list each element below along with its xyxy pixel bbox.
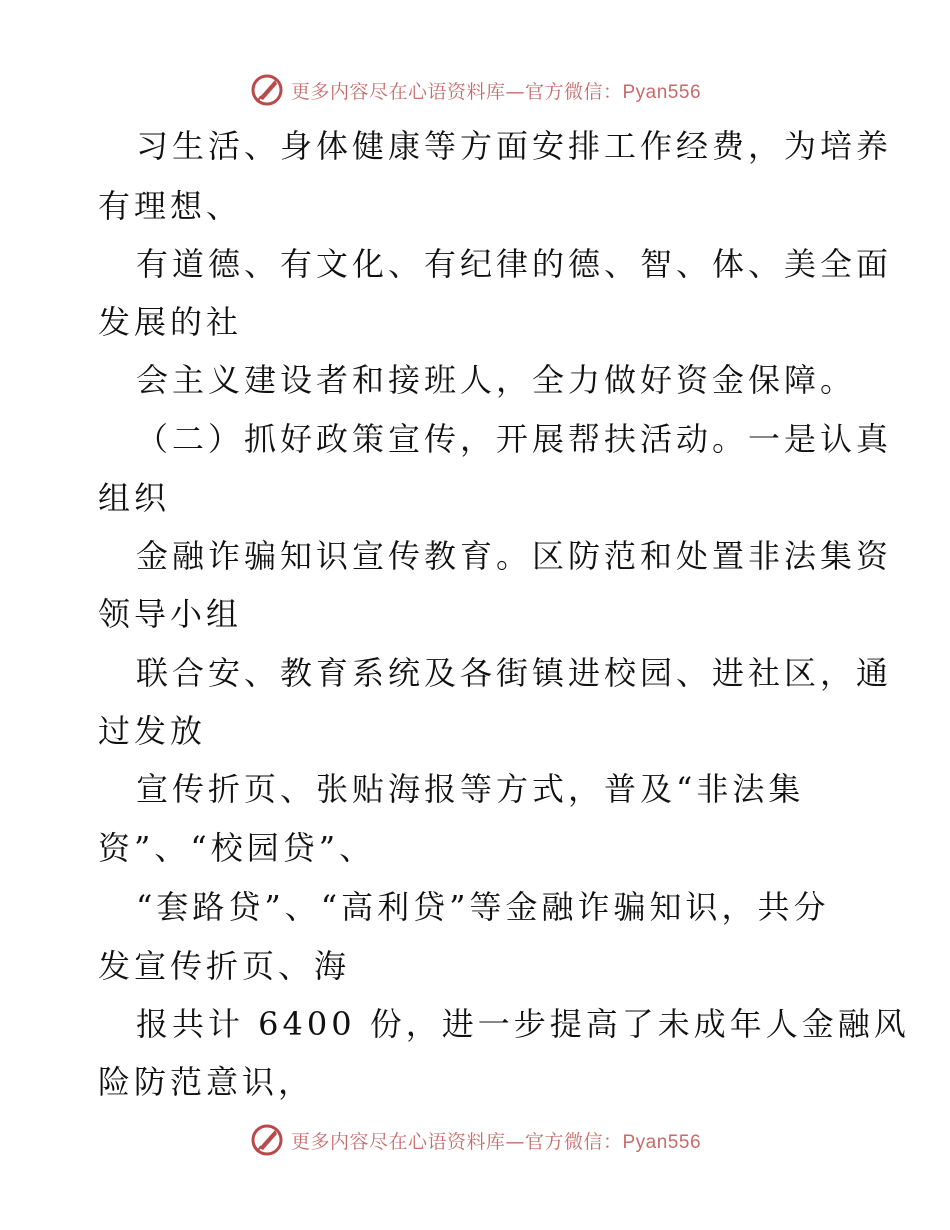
body-line: 有道德、有文化、有纪律的德、智、体、美全面 — [136, 245, 893, 283]
watermark-text-cn: 更多内容尽在心语资料库—官方微信： — [290, 1130, 623, 1153]
watermark-text-cn: 更多内容尽在心语资料库—官方微信： — [290, 80, 623, 103]
watermark-header — [0, 70, 950, 110]
body-line: 发展的社 — [98, 303, 243, 341]
watermark-wechat-id: Pyan556 — [622, 81, 702, 103]
watermark-wechat-id: Pyan556 — [622, 1131, 702, 1153]
body-line: “套路贷”、“高利贷”等金融诈骗知识，共分 — [136, 888, 830, 926]
body-line: 宣传折页、张贴海报等方式，普及“非法集 — [136, 770, 805, 808]
watermark-text — [291, 77, 701, 104]
quill-pen-logo-icon — [249, 72, 285, 108]
body-line: 报共计 6400 份，进一步提高了未成年人金融风 — [136, 1005, 910, 1043]
body-line: 过发放 — [98, 712, 207, 750]
body-line: （二）抓好政策宣传，开展帮扶活动。一是认真 — [136, 420, 893, 458]
body-line: 发宣传折页、海 — [98, 947, 351, 985]
body-line: 领导小组 — [98, 595, 243, 633]
body-line: 险防范意识， — [98, 1063, 315, 1101]
quill-pen-logo-icon — [249, 1122, 285, 1158]
body-line: 金融诈骗知识宣传教育。区防范和处置非法集资 — [136, 537, 893, 575]
watermark-footer — [0, 1120, 950, 1160]
body-line: 有理想、 — [98, 187, 243, 225]
body-line: 习生活、身体健康等方面安排工作经费，为培养 — [136, 127, 893, 165]
body-line: 组织 — [98, 479, 171, 517]
body-line: 会主义建设者和接班人，全力做好资金保障。 — [136, 361, 857, 399]
body-line: 联合安、教育系统及各街镇进校园、进社区，通 — [136, 654, 893, 692]
watermark-text — [291, 1127, 701, 1154]
body-line: 资”、“校园贷”、 — [98, 829, 376, 867]
